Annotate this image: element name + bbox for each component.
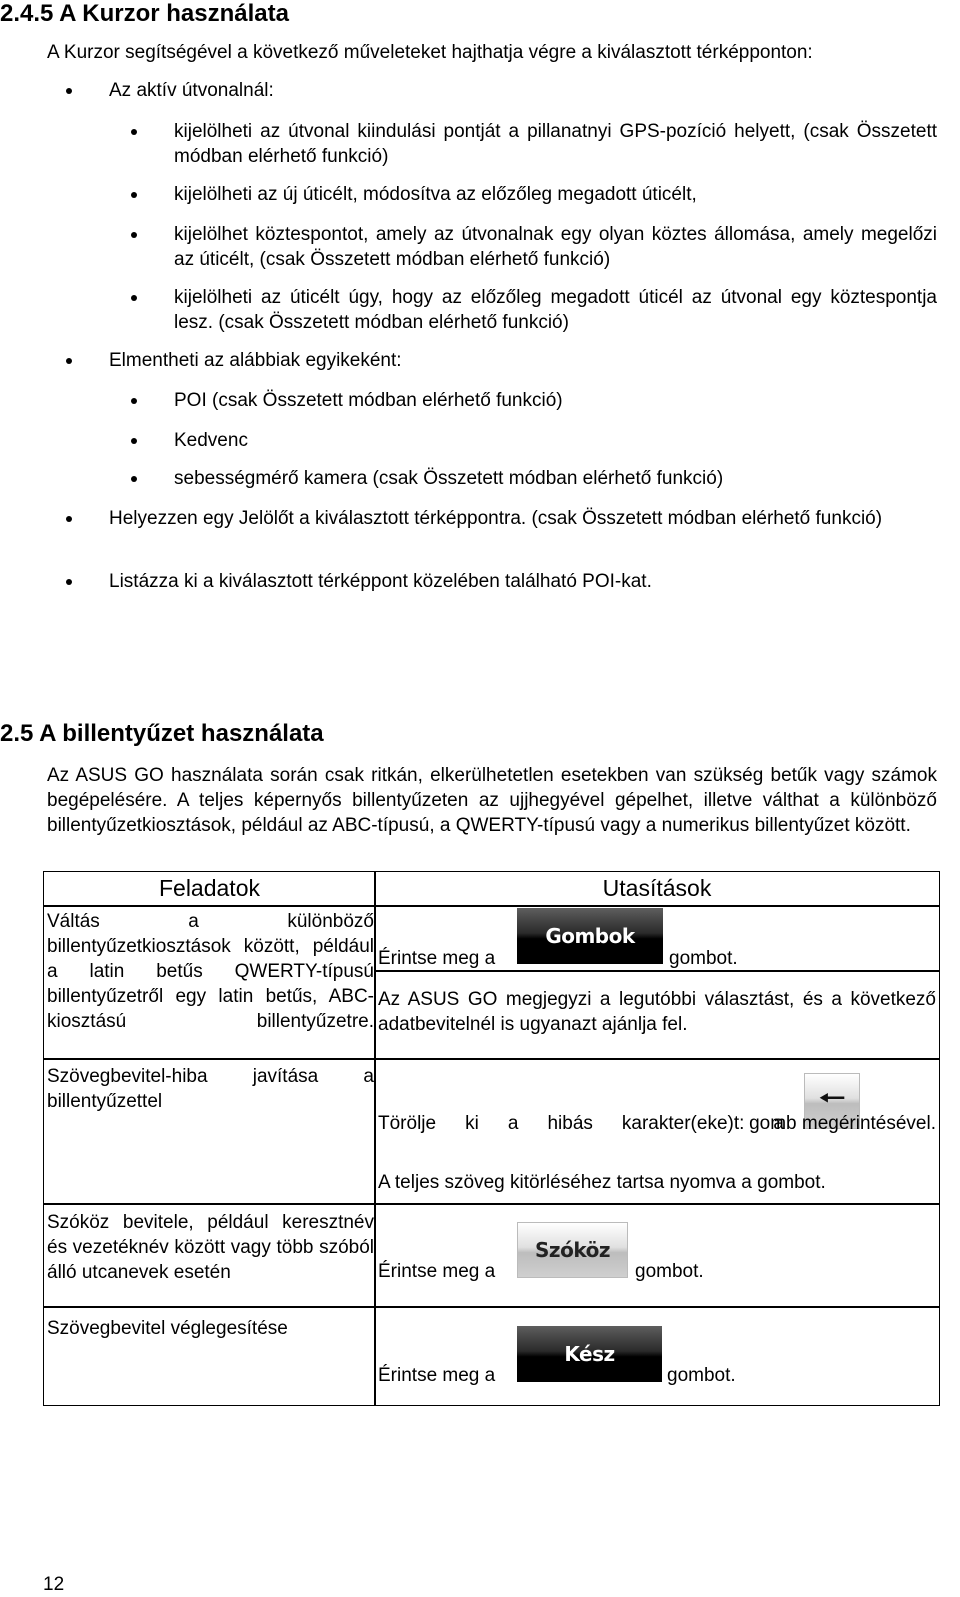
- list-item: kijelölheti az új úticélt, módosítva az előzőleg megadott úticélt,: [174, 184, 697, 205]
- list-item: Kedvenc: [174, 430, 248, 451]
- bullet-dot: [66, 88, 72, 94]
- instruction-text: Érintse meg a: [378, 948, 496, 969]
- section-title-cursor: 2.4.5 A Kurzor használata: [0, 0, 289, 27]
- instruction-text: Érintse meg a: [378, 1261, 496, 1282]
- table-cell: [374, 1203, 940, 1308]
- task-text: Szövegbevitel véglegesítése: [47, 1318, 288, 1339]
- bullet-dot: [131, 192, 137, 198]
- list-item: kijelölhet köztespontot, amely az útvonalnak egy olyan köztes állomása, amely megelőzi az úticélt, (csak Összetett módban elérhető funkció): [174, 224, 937, 270]
- task-text: Szövegbevitel-hiba javítása a billentyűzettel: [47, 1066, 374, 1112]
- keyboard-intro: Az ASUS GO használata során csak ritkán, elkerülhetetlen esetekben van szükség betűk vagy számok begépelésére. A teljes képernyős billentyűzeten az ujjhegyével gépelhet, illetve válthat a különböző billentyűzetkiosztások, például az ABC-típusú, a QWERTY-típusú vagy a numerikus billentyűzet között.: [47, 765, 937, 836]
- list-item: Helyezzen egy Jelölőt a kiválasztott térképpontra. (csak Összetett módban elérhető funkció): [109, 508, 883, 529]
- bullet-dot: [131, 398, 137, 404]
- header-tasks: Feladatok: [158, 875, 260, 901]
- keyboard-task-table: [43, 871, 940, 1406]
- bullet-dot: [66, 516, 72, 522]
- page-number: 12: [43, 1574, 65, 1595]
- bullet-dot: [66, 579, 72, 585]
- header-instructions: Utasítások: [602, 875, 712, 901]
- list-item: sebességmérő kamera (csak Összetett módban elérhető funkció): [174, 468, 724, 489]
- task-text: Szóköz bevitele, például keresztnév és vezetéknév között vagy több szóból álló utcanevek esetén: [47, 1212, 374, 1283]
- list-item: kijelölheti az útvonal kiindulási pontját a pillanatnyi GPS-pozíció helyett, (csak Összetett módban elérhető funkció): [174, 121, 937, 167]
- backspace-arrow-icon: 🠐: [819, 1080, 845, 1116]
- list-item: Az aktív útvonalnál:: [109, 80, 274, 101]
- bullet-dot: [131, 476, 137, 482]
- szokoz-button-image: Szóköz: [517, 1222, 628, 1278]
- instruction-text: gombot.: [669, 948, 738, 969]
- list-item: Elmentheti az alábbiak egyikeként:: [109, 350, 402, 371]
- bullet-dot: [66, 358, 72, 364]
- gombok-button-image: Gombok: [517, 908, 663, 964]
- bullet-dot: [131, 295, 137, 301]
- instruction-text: gombot.: [667, 1365, 736, 1386]
- instruction-text: gomb megérintésével.: [749, 1113, 936, 1134]
- list-item: kijelölheti az úticélt úgy, hogy az előzőleg megadott úticél az útvonal egy köztespontja lesz. (csak Összetett módban elérhető funkció): [174, 287, 937, 333]
- instruction-text: gombot.: [635, 1261, 704, 1282]
- task-text: Váltás a különböző billentyűzetkiosztások között, például a latin betűs QWERTY-típusú billentyűzetről egy latin betűs, ABC-kiosztású billentyűzetre.: [47, 911, 374, 1032]
- section-title-keyboard: 2.5 A billentyűzet használata: [0, 720, 324, 747]
- instruction-text: Törölje ki a hibás karakter(eke)t: a: [378, 1113, 784, 1134]
- note-text: Az ASUS GO megjegyzi a legutóbbi választást, és a következő adatbevitelnél is ugyanazt ajánlja fel.: [378, 989, 936, 1035]
- note-text: A teljes szöveg kitörléséhez tartsa nyomva a gombot.: [378, 1172, 826, 1193]
- instruction-text: Érintse meg a: [378, 1365, 496, 1386]
- bullet-dot: [131, 232, 137, 238]
- list-item: Listázza ki a kiválasztott térképpont közelében található POI-kat.: [109, 571, 652, 592]
- list-item: POI (csak Összetett módban elérhető funkció): [174, 390, 563, 411]
- bullet-dot: [131, 129, 137, 135]
- kesz-button-image: Kész: [517, 1326, 662, 1382]
- cursor-intro: A Kurzor segítségével a következő műveleteket hajthatja végre a kiválasztott térképponton:: [47, 42, 813, 63]
- bullet-dot: [131, 438, 137, 444]
